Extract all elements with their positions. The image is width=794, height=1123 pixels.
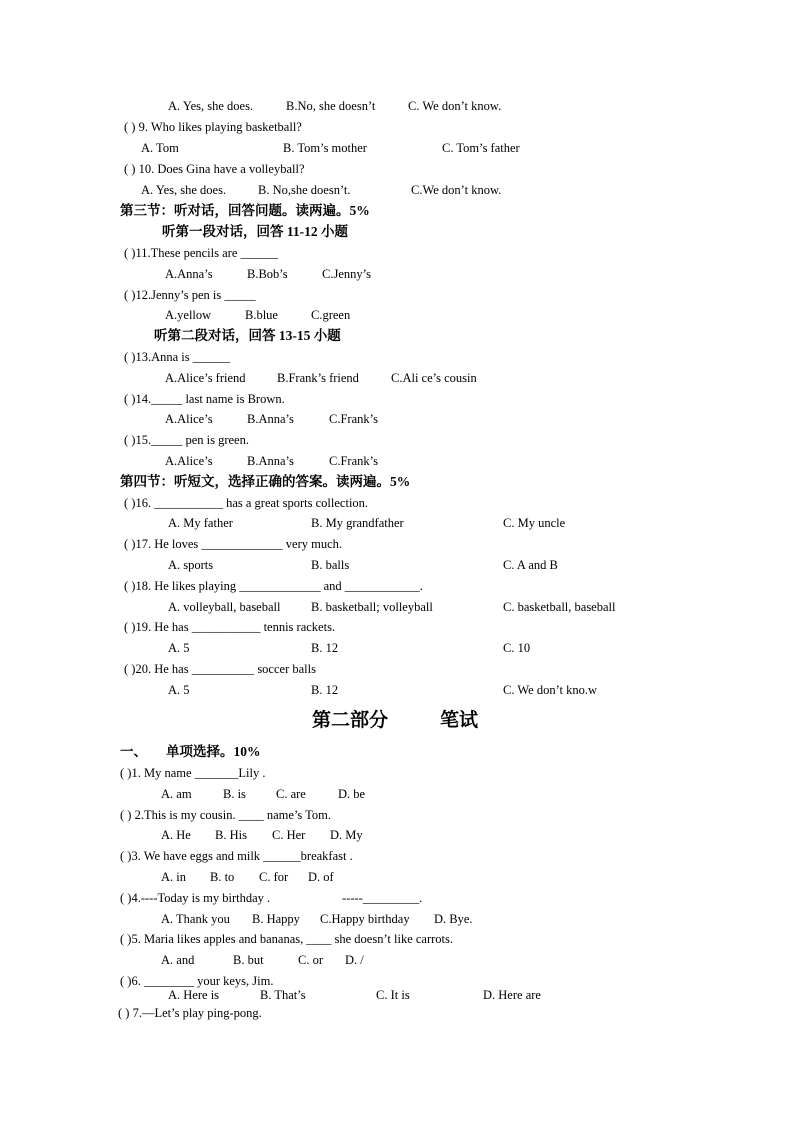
- text-segment: B.Frank’s friend: [277, 371, 359, 385]
- text-segment: ( )1. My name _______Lily .: [120, 766, 266, 780]
- text-segment: A. am: [161, 787, 192, 801]
- text-segment: D. of: [308, 870, 334, 884]
- text-segment: B. 12: [311, 683, 339, 697]
- text-segment: ( )19. He has ___________ tennis rackets.: [124, 620, 336, 634]
- text-segment: C.Jenny’s: [322, 267, 371, 281]
- text-segment: D. Bye.: [434, 912, 473, 926]
- text-segment: C. 10: [503, 641, 531, 655]
- text-segment: B.No, she doesn’t: [286, 99, 376, 113]
- text-segment: B. No,she doesn’t.: [258, 183, 351, 197]
- text-segment: ( )18. He likes playing _____________ and ____________.: [124, 579, 423, 593]
- text-segment: C. are: [276, 787, 306, 801]
- text-segment: B. His: [215, 828, 247, 842]
- text-segment: B. Happy: [252, 912, 300, 926]
- text-segment: A. sports: [168, 558, 214, 572]
- text-segment: A.yellow: [165, 308, 212, 322]
- text-segment: 听第一段对话，回答 11-12 小题: [162, 224, 349, 239]
- text-segment: B. Tom’s mother: [283, 141, 367, 155]
- text-segment: 单项选择。10%: [166, 744, 261, 759]
- text-segment: B.blue: [245, 308, 278, 322]
- text-segment: D. My: [330, 828, 363, 842]
- text-segment: 第三节：听对话，回答问题。读两遍。5%: [120, 203, 370, 218]
- text-segment: C.Ali ce’s cousin: [391, 371, 477, 385]
- text-segment: C. It is: [376, 988, 410, 1002]
- text-segment: B. That’s: [260, 988, 306, 1002]
- text-segment: B. My grandfather: [311, 516, 404, 530]
- text-segment: B. basketball; volleyball: [311, 600, 433, 614]
- text-segment: 第二部分: [312, 710, 389, 731]
- text-segment: A. 5: [168, 641, 190, 655]
- text-segment: C.Frank’s: [329, 454, 378, 468]
- text-segment: C. We don’t kno.w: [503, 683, 598, 697]
- text-segment: -----_________.: [342, 891, 423, 905]
- text-segment: ( )6. ________ your keys, Jim.: [120, 974, 274, 988]
- text-segment: A. Tom: [141, 141, 179, 155]
- text-segment: B.Anna’s: [247, 454, 294, 468]
- text-segment: ( )20. He has __________ soccer balls: [124, 662, 316, 676]
- text-segment: C. for: [259, 870, 289, 884]
- text-segment: D. Here are: [483, 988, 541, 1002]
- text-segment: A. My father: [168, 516, 233, 530]
- text-segment: B. is: [223, 787, 246, 801]
- text-segment: A. Here is: [168, 988, 220, 1002]
- text-segment: C. We don’t know.: [408, 99, 502, 113]
- text-segment: ( )11.These pencils are ______: [124, 246, 278, 260]
- text-segment: B. but: [233, 953, 264, 967]
- text-segment: C.Happy birthday: [320, 912, 410, 926]
- text-segment: ( )12.Jenny’s pen is _____: [124, 288, 256, 302]
- text-segment: C. A and B: [503, 558, 558, 572]
- text-segment: 一、: [120, 744, 147, 759]
- text-segment: B. to: [210, 870, 235, 884]
- text-segment: C. My uncle: [503, 516, 566, 530]
- text-segment: 听第二段对话，回答 13-15 小题: [154, 328, 341, 343]
- text-segment: A. volleyball, baseball: [168, 600, 281, 614]
- text-segment: ( )15._____ pen is green.: [124, 433, 249, 447]
- text-segment: ( )13.Anna is ______: [124, 350, 231, 364]
- text-segment: C.Frank’s: [329, 412, 378, 426]
- text-segment: B. balls: [311, 558, 350, 572]
- text-segment: A.Anna’s: [165, 267, 213, 281]
- text-segment: ( ) 7.—Let’s play ping-pong.: [118, 1006, 262, 1020]
- text-segment: A.Alice’s: [165, 412, 213, 426]
- text-segment: A. He: [161, 828, 191, 842]
- text-segment: A. Yes, she does.: [141, 183, 227, 197]
- text-segment: A.Alice’s friend: [165, 371, 246, 385]
- text-segment: ( )3. We have eggs and milk ______breakfast .: [120, 849, 353, 863]
- text-segment: C. Tom’s father: [442, 141, 520, 155]
- text-segment: B.Anna’s: [247, 412, 294, 426]
- text-segment: ( ) 10. Does Gina have a volleyball?: [124, 162, 305, 176]
- text-segment: A. in: [161, 870, 186, 884]
- text-segment: A.Alice’s: [165, 454, 213, 468]
- text-segment: C. basketball, baseball: [503, 600, 616, 614]
- text-segment: ( )14._____ last name is Brown.: [124, 392, 285, 406]
- text-segment: ( )5. Maria likes apples and bananas, ____ she doesn’t like carrots.: [120, 932, 454, 946]
- text-segment: ( ) 2.This is my cousin. ____ name’s Tom.: [120, 808, 332, 822]
- text-segment: 笔试: [440, 710, 479, 731]
- text-segment: ( ) 9. Who likes playing basketball?: [124, 120, 302, 134]
- text-segment: 第四节：听短文，选择正确的答案。读两遍。5%: [120, 474, 411, 489]
- text-segment: B. 12: [311, 641, 339, 655]
- text-segment: C.We don’t know.: [411, 183, 502, 197]
- text-segment: C. Her: [272, 828, 306, 842]
- text-segment: ( )16. ___________ has a great sports collection.: [124, 496, 369, 510]
- text-segment: C.green: [311, 308, 351, 322]
- text-segment: D. be: [338, 787, 366, 801]
- text-segment: A. and: [161, 953, 195, 967]
- text-segment: ( )17. He loves _____________ very much.: [124, 537, 343, 551]
- text-segment: A. 5: [168, 683, 190, 697]
- text-segment: A. Thank you: [161, 912, 230, 926]
- text-segment: ( )4.----Today is my birthday .: [120, 891, 271, 905]
- text-segment: A. Yes, she does.: [168, 99, 254, 113]
- text-segment: C. or: [298, 953, 323, 967]
- text-segment: D. /: [345, 953, 364, 967]
- text-segment: B.Bob’s: [247, 267, 288, 281]
